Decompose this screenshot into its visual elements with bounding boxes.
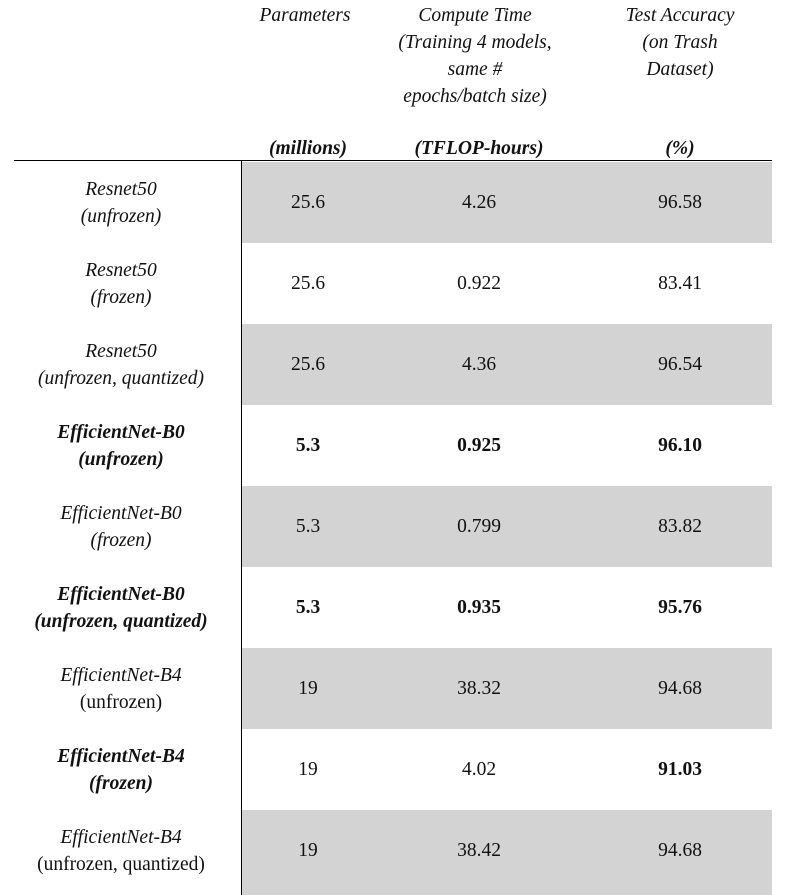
model-name: EfficientNet-B0 xyxy=(60,502,182,524)
header-test-accuracy: Test Accuracy (on Trash Dataset) xyxy=(625,5,735,80)
model-label xyxy=(0,810,242,891)
unit-parameters: (millions) xyxy=(268,138,347,159)
cell-accuracy: 94.68 xyxy=(658,839,702,861)
model-variant: (unfrozen) xyxy=(78,448,164,470)
cell-parameters: 5.3 xyxy=(295,596,321,618)
cell-accuracy: 91.03 xyxy=(658,758,702,780)
cell-parameters: 19 xyxy=(298,839,318,861)
cell-parameters: 25.6 xyxy=(290,353,326,375)
model-name: EfficientNet-B0 xyxy=(57,421,185,443)
model-name: EfficientNet-B4 xyxy=(57,745,185,767)
model-variant: (frozen) xyxy=(90,286,152,308)
table-row xyxy=(0,567,809,648)
cell-accuracy: 95.76 xyxy=(658,596,702,618)
table-row xyxy=(0,729,809,810)
table-row xyxy=(0,405,809,486)
cell-accuracy: 96.54 xyxy=(658,353,702,375)
table-row xyxy=(0,162,809,243)
cell-accuracy: 96.58 xyxy=(658,191,702,213)
model-variant: (frozen) xyxy=(89,772,153,794)
cell-compute-time: 0.935 xyxy=(457,596,501,618)
model-name: Resnet50 xyxy=(85,259,157,281)
cell-parameters: 25.6 xyxy=(290,272,326,294)
header-divider xyxy=(14,160,772,161)
cell-compute-time: 4.02 xyxy=(461,758,497,780)
model-label xyxy=(0,162,242,243)
model-variant: (unfrozen, quantized) xyxy=(37,853,205,875)
row-header-divider xyxy=(241,160,242,895)
cell-parameters: 19 xyxy=(298,677,318,699)
header-parameters: Parameters xyxy=(259,5,351,26)
table-row xyxy=(0,648,809,729)
unit-compute-time: (TFLOP-hours) xyxy=(414,138,544,159)
model-label xyxy=(0,729,242,810)
model-variant: (unfrozen) xyxy=(80,205,162,227)
cell-accuracy: 83.41 xyxy=(658,272,702,294)
table-row xyxy=(0,243,809,324)
table-row xyxy=(0,810,809,895)
model-variant: (unfrozen) xyxy=(79,691,163,713)
cell-parameters: 19 xyxy=(298,758,318,780)
header-compute-time: Compute Time (Training 4 models, same # epochs/batch size) xyxy=(398,5,552,107)
cell-compute-time: 38.42 xyxy=(457,839,501,861)
model-name: Resnet50 xyxy=(85,178,157,200)
cell-accuracy: 94.68 xyxy=(658,677,702,699)
unit-test-accuracy: (%) xyxy=(665,138,695,159)
cell-compute-time: 4.26 xyxy=(461,191,497,213)
model-variant: (unfrozen, quantized) xyxy=(37,367,205,389)
cell-compute-time: 4.36 xyxy=(461,353,497,375)
model-name: Resnet50 xyxy=(85,340,157,362)
table-row xyxy=(0,486,809,567)
cell-compute-time: 38.32 xyxy=(457,677,501,699)
model-label xyxy=(0,405,242,486)
model-variant: (frozen) xyxy=(90,529,152,551)
cell-parameters: 5.3 xyxy=(295,515,321,537)
model-label xyxy=(0,486,242,567)
model-name: EfficientNet-B4 xyxy=(60,826,182,848)
cell-compute-time: 0.925 xyxy=(457,434,501,456)
model-label xyxy=(0,243,242,324)
cell-compute-time: 0.922 xyxy=(457,272,501,294)
model-variant: (unfrozen, quantized) xyxy=(34,610,208,632)
model-name: EfficientNet-B0 xyxy=(57,583,185,605)
table-row xyxy=(0,324,809,405)
cell-accuracy: 96.10 xyxy=(658,434,702,456)
cell-parameters: 5.3 xyxy=(295,434,321,456)
model-label xyxy=(0,324,242,405)
model-label xyxy=(0,648,242,729)
cell-accuracy: 83.82 xyxy=(658,515,702,537)
cell-compute-time: 0.799 xyxy=(457,515,501,537)
model-label xyxy=(0,567,242,648)
cell-parameters: 25.6 xyxy=(290,191,326,213)
model-name: EfficientNet-B4 xyxy=(60,664,182,686)
